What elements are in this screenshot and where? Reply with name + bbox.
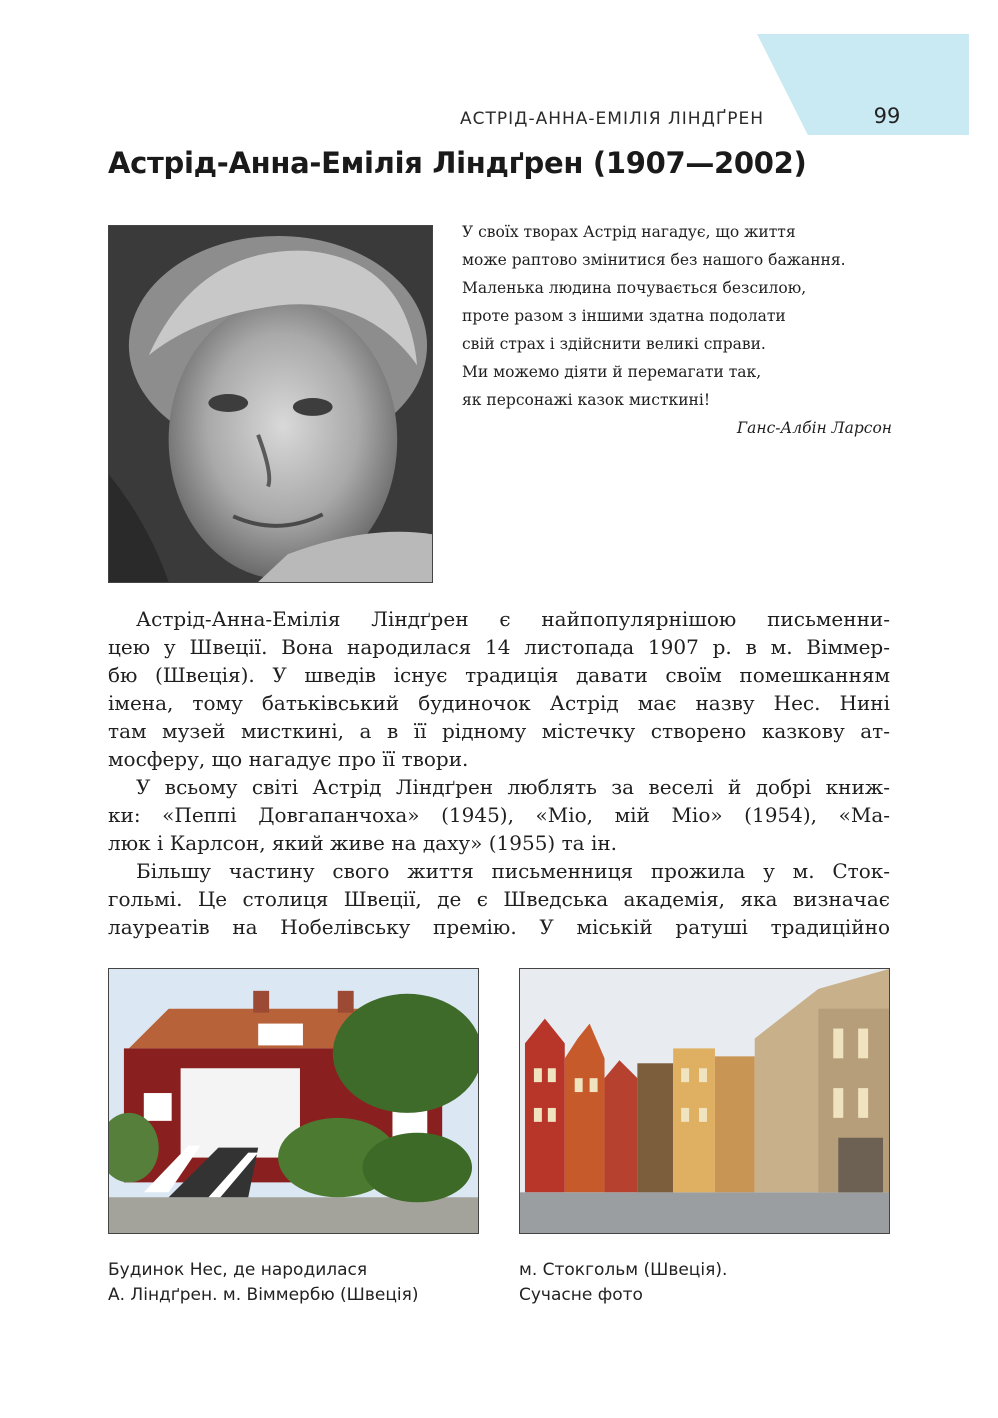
house-illustration bbox=[109, 969, 478, 1233]
house-photo bbox=[108, 968, 479, 1234]
caption-line: Сучасне фото bbox=[519, 1285, 643, 1305]
body-line: мосферу, що нагадує про її твори. bbox=[108, 747, 469, 771]
caption-line: м. Стокгольм (Швеція). bbox=[519, 1260, 728, 1280]
body-line: люк і Карлсон, який живе на даху» (1955) та ін. bbox=[108, 831, 618, 855]
epigraph bbox=[462, 218, 892, 442]
body-line: цею у Швеції. Вона народилася 14 листопада 1907 р. в м. Віммер- bbox=[108, 635, 890, 659]
caption-line: Будинок Нес, де народилася bbox=[108, 1260, 368, 1280]
house-caption bbox=[108, 1258, 418, 1308]
epigraph-line: як персонажі казок мисткині! bbox=[462, 391, 711, 409]
epigraph-author: Ганс-Албін Ларсон bbox=[736, 419, 892, 437]
page-number: 99 bbox=[873, 104, 901, 128]
body-line: там музей мисткині, а в її рідному містечку створено казкову ат- bbox=[108, 719, 890, 743]
epigraph-line: Маленька людина почувається безсилою, bbox=[462, 279, 807, 297]
body-line: імена, тому батьківський будиночок Астрід має назву Нес. Нині bbox=[108, 691, 890, 715]
body-line: лауреатів на Нобелівську премію. У міській ратуші традиційно bbox=[108, 915, 890, 939]
body-line: У всьому світі Астрід Ліндґрен люблять за веселі й добрі книж- bbox=[136, 775, 890, 799]
running-title: АСТРІД-АННА-ЕМІЛІЯ ЛІНДҐРЕН bbox=[460, 109, 764, 129]
body-line: Астрід-Анна-Емілія Ліндґрен є найпопулярнішою письменни- bbox=[136, 607, 890, 631]
city-illustration bbox=[520, 969, 889, 1233]
body-line: Більшу частину свого життя письменниця прожила у м. Сток- bbox=[136, 859, 890, 883]
portrait-photo bbox=[108, 225, 433, 583]
epigraph-line: У своїх творах Астрід нагадує, що життя bbox=[462, 223, 796, 241]
epigraph-line: свій страх і здійснити великі справи. bbox=[462, 335, 766, 353]
page-title: Астрід-Анна-Емілія Ліндґрен (1907—2002) bbox=[108, 146, 807, 180]
portrait-illustration bbox=[109, 226, 432, 582]
body-line: ки: «Пеппі Довгапанчоха» (1945), «Міо, мій Міо» (1954), «Ма- bbox=[108, 803, 890, 827]
body-text bbox=[108, 605, 890, 941]
body-line: бю (Швеція). У шведів існує традиція давати своїм помешканням bbox=[108, 663, 890, 687]
epigraph-line: може раптово змінитися без нашого бажання. bbox=[462, 251, 846, 269]
epigraph-line: проте разом з іншими здатна подолати bbox=[462, 307, 786, 325]
caption-line: А. Ліндґрен. м. Віммербю (Швеція) bbox=[108, 1285, 419, 1305]
epigraph-line: Ми можемо діяти й перемагати так, bbox=[462, 363, 762, 381]
city-caption bbox=[519, 1258, 727, 1308]
body-line: гольмі. Це столиця Швеції, де є Шведська академія, яка визначає bbox=[108, 887, 890, 911]
city-photo bbox=[519, 968, 890, 1234]
